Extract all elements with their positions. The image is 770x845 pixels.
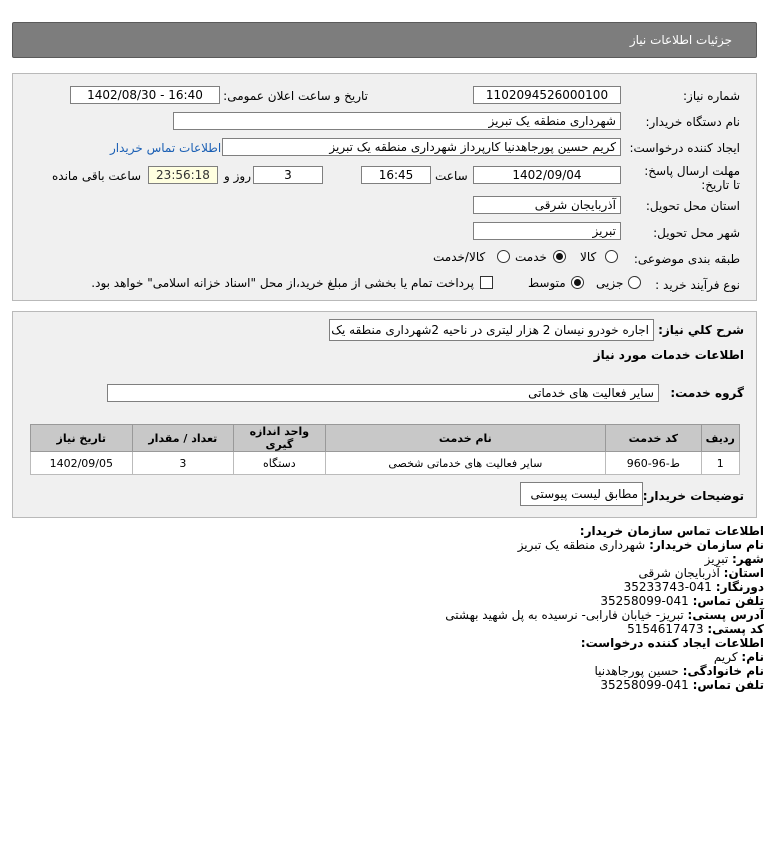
process-option-medium: متوسط <box>528 276 566 290</box>
days-label: روز و <box>224 169 251 183</box>
treasury-payment-note: پرداخت تمام یا بخشی از مبلغ خرید،از محل "اسناد خزانه اسلامی" خواهد بود. <box>91 276 474 290</box>
buyer-field[interactable]: شهرداری منطقه یک تبریز <box>173 112 621 130</box>
need-description-panel <box>12 311 757 518</box>
cell-need-date: 1402/09/05 <box>31 452 133 475</box>
process-radio-medium[interactable] <box>571 276 584 289</box>
process-radio-minor[interactable] <box>628 276 641 289</box>
creator-heading: اطلاعات ایجاد کننده درخواست: <box>580 636 764 650</box>
col-service-code: کد خدمت <box>606 425 702 452</box>
days-field[interactable]: 3 <box>253 166 323 184</box>
description-field: اجاره خودرو نیسان 2 هزار لیتری در ناحیه 2شهرداری منطقه یک <box>329 319 654 341</box>
city-field[interactable]: تبریز <box>473 222 621 240</box>
need-number-field[interactable]: 1102094526000100 <box>473 86 621 104</box>
cell-service-name: سایر فعالیت های خدماتی شخصی <box>325 452 605 475</box>
table-row <box>31 452 740 475</box>
category-radio-service[interactable] <box>553 250 566 263</box>
contact-city: شهر: تبریز <box>704 552 764 566</box>
col-need-date: تاریخ نیاز <box>31 425 133 452</box>
category-radio-goods-service[interactable] <box>497 250 510 263</box>
col-service-name: نام خدمت <box>325 425 605 452</box>
col-unit: واحد اندازه گیری <box>234 425 325 452</box>
contact-fax: دورنگار: 041-35233743 <box>623 580 764 594</box>
treasury-payment-checkbox[interactable] <box>480 276 493 289</box>
contact-phone: تلفن تماس: 041-35258099 <box>600 594 764 608</box>
contact-address: آدرس پستی: تبریز- خیابان فارابی- نرسیده به پل شهید بهشتی <box>445 608 764 622</box>
announce-label: تاریخ و ساعت اعلان عمومی: <box>223 89 368 103</box>
service-group-label: گروه خدمت: <box>670 386 744 400</box>
need-number-label: شماره نیاز: <box>683 89 740 103</box>
services-table <box>30 424 740 475</box>
contact-postal-code: کد پستی: 5154617473 <box>627 622 764 636</box>
contact-org: نام سازمان خریدار: شهرداری منطقه یک تبریز <box>517 538 764 552</box>
col-row-number: ردیف <box>701 425 739 452</box>
remaining-time-field: 23:56:18 <box>148 166 218 184</box>
deadline-label: مهلت ارسال پاسخ: تا تاریخ: <box>644 164 740 192</box>
category-label: طبقه بندی موضوعی: <box>633 252 740 266</box>
deadline-date-field[interactable]: 1402/09/04 <box>473 166 621 184</box>
buyer-notes-field: مطابق لیست پیوستی <box>520 482 643 506</box>
province-label: استان محل تحویل: <box>645 199 740 213</box>
creator-phone: تلفن تماس: 041-35258099 <box>600 678 764 692</box>
cell-unit: دستگاه <box>234 452 325 475</box>
deadline-time-field[interactable]: 16:45 <box>361 166 431 184</box>
creator-name: نام: کریم <box>713 650 764 664</box>
contact-heading: اطلاعات تماس سازمان خریدار: <box>579 524 764 538</box>
contact-province: استان: آذربایجان شرقی <box>638 566 764 580</box>
service-group-field[interactable]: سایر فعالیت های خدماتی <box>107 384 659 402</box>
category-option-goods: کالا <box>580 250 597 264</box>
announce-field[interactable]: 1402/08/30 - 16:40 <box>70 86 220 104</box>
city-label: شهر محل تحویل: <box>653 226 740 240</box>
category-option-goods-service: کالا/خدمت <box>433 250 486 264</box>
time-label: ساعت <box>435 169 468 183</box>
cell-row-number: 1 <box>701 452 739 475</box>
cell-quantity: 3 <box>132 452 234 475</box>
creator-family: نام خانوادگی: حسین پورجاهدنیا <box>594 664 764 678</box>
creator-label: ایجاد کننده درخواست: <box>629 141 740 155</box>
buyer-contact-info <box>364 524 764 692</box>
category-option-service: خدمت <box>515 250 547 264</box>
remaining-label: ساعت باقی مانده <box>52 169 142 183</box>
buyer-notes-label: توضیحات خریدار: <box>642 489 744 503</box>
buyer-contact-link[interactable]: اطلاعات تماس خریدار <box>110 141 222 155</box>
process-label: نوع فرآیند خرید : <box>655 278 740 292</box>
description-label: شرح کلي نياز: <box>658 323 744 337</box>
page-header <box>12 22 757 58</box>
cell-service-code: ط-96-960 <box>606 452 702 475</box>
services-heading: اطلاعات خدمات مورد نیاز <box>593 348 744 362</box>
creator-field[interactable]: کریم حسین پورجاهدنیا کارپرداز شهرداری منطقه یک تبریز <box>222 138 621 156</box>
category-radio-goods[interactable] <box>605 250 618 263</box>
page-title: جزئیات اطلاعات نیاز <box>629 33 732 47</box>
process-option-minor: جزیی <box>596 276 624 290</box>
table-header-row <box>31 425 740 452</box>
buyer-label: نام دستگاه خریدار: <box>645 115 740 129</box>
col-quantity: تعداد / مقدار <box>132 425 234 452</box>
province-field[interactable]: آذربایجان شرقی <box>473 196 621 214</box>
